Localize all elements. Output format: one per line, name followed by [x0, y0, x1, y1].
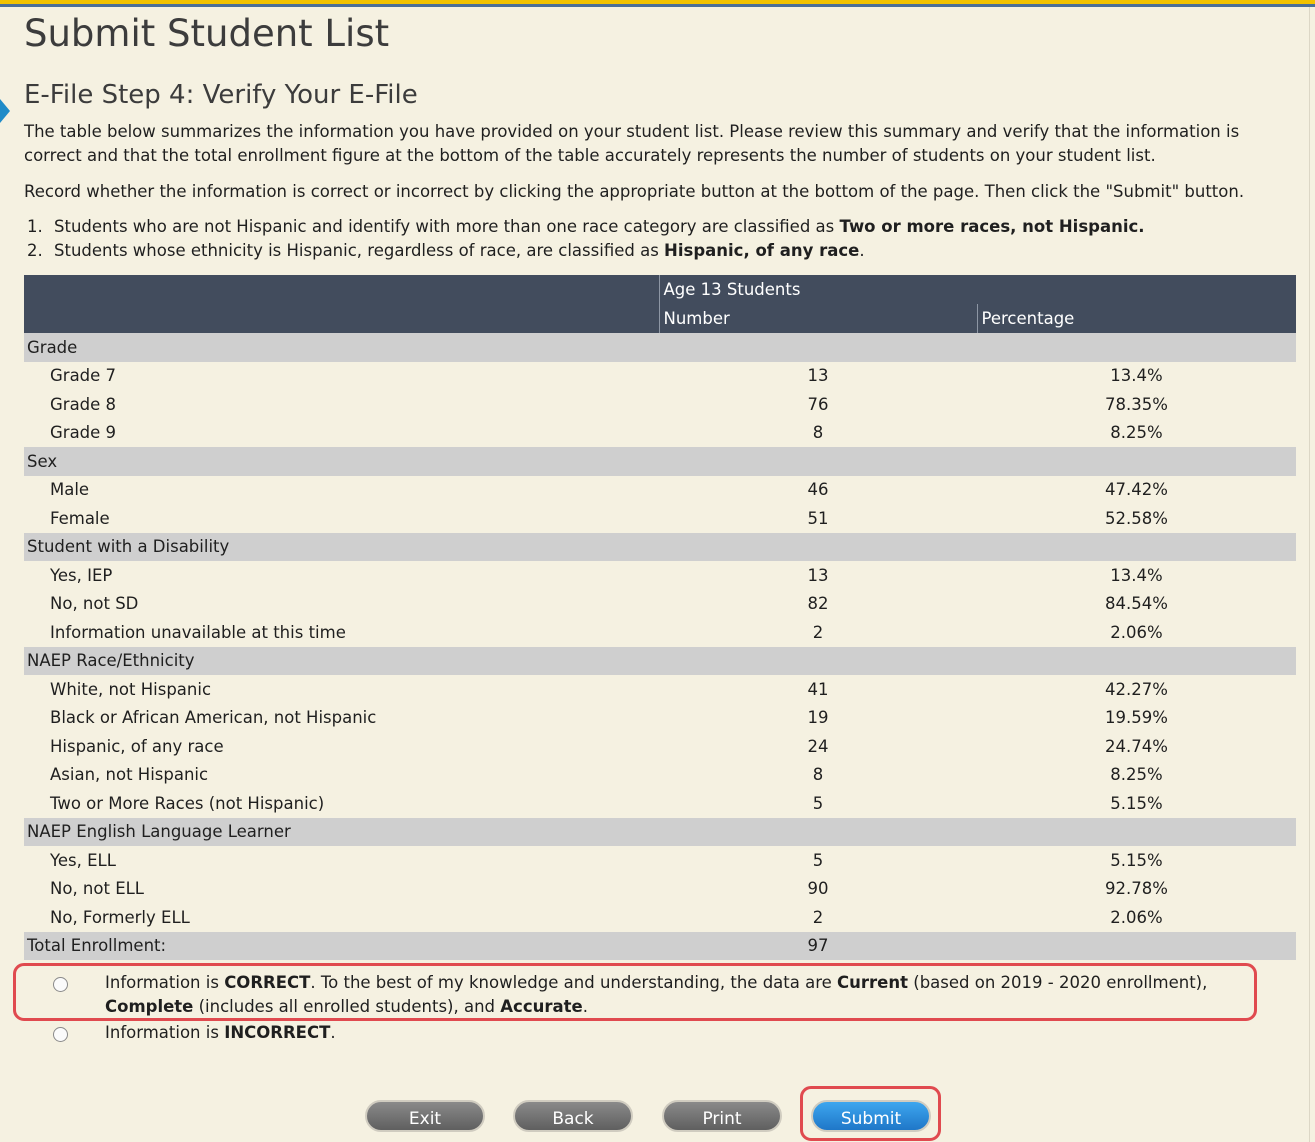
instruction-text: Record whether the information is correct or incorrect by clicking the appropriate button at the bottom of the page. Then click the "Submit" button. [24, 182, 1245, 201]
row-label: Grade 9 [50, 423, 117, 443]
row-number: 5 [812, 793, 824, 813]
row-percentage: 5.15% [1110, 850, 1163, 870]
option-correct-label[interactable] [105, 971, 1255, 1019]
row-percentage: 47.42% [1105, 480, 1168, 500]
note-bold: Hispanic, of any race [664, 241, 860, 260]
row-number: 8 [812, 423, 824, 443]
header-empty [24, 304, 659, 333]
step-title: E-File Step 4: Verify Your E-File [24, 80, 418, 110]
row-label: Black or African American, not Hispanic [50, 708, 377, 728]
opt-text: . [330, 1023, 336, 1042]
note-bold: Two or more races, not Hispanic. [839, 217, 1145, 236]
row-number: 19 [807, 708, 829, 728]
row-number: 46 [807, 480, 829, 500]
header-number: Number [659, 304, 977, 333]
section-title: Sex [24, 447, 1296, 476]
section-title: NAEP Race/Ethnicity [24, 647, 1296, 676]
opt-bold: Complete [105, 997, 194, 1016]
section-title: NAEP English Language Learner [24, 818, 1296, 847]
submit-button[interactable]: Submit [811, 1100, 931, 1132]
opt-bold: Accurate [500, 997, 583, 1016]
intro-text: The table below summarizes the information you have provided on your student list. Please review this summary and verify that the information is correct and that the total enrollment figure at the bottom of the table accurately represents the number of students on your student list. [24, 122, 1240, 165]
table-row [24, 875, 1296, 904]
total-empty [977, 932, 1296, 961]
row-number: 41 [807, 679, 829, 699]
summary-table [24, 275, 1296, 960]
opt-text: Information is [105, 973, 225, 992]
section-header-row [24, 447, 1296, 476]
row-label: Two or More Races (not Hispanic) [50, 793, 325, 813]
note-item [27, 239, 1145, 263]
row-percentage: 78.35% [1105, 394, 1168, 414]
page-title: Submit Student List [24, 12, 390, 55]
note-after: . [859, 241, 865, 260]
section-title: Student with a Disability [24, 533, 1296, 562]
note-text: Students who are not Hispanic and identify with more than one race category are classified as [54, 217, 840, 236]
row-label: Male [50, 480, 90, 500]
row-percentage: 8.25% [1110, 765, 1163, 785]
table-row [24, 561, 1296, 590]
opt-text: . [582, 997, 588, 1016]
section-header-row [24, 647, 1296, 676]
row-number: 2 [812, 622, 824, 642]
note-text: Students whose ethnicity is Hispanic, regardless of race, are classified as [54, 241, 665, 260]
row-label: Asian, not Hispanic [50, 765, 209, 785]
print-button[interactable]: Print [662, 1100, 782, 1132]
row-number: 8 [812, 765, 824, 785]
row-number: 24 [807, 736, 829, 756]
row-number: 13 [807, 565, 829, 585]
note-number: 1. [27, 217, 43, 236]
row-percentage: 2.06% [1110, 907, 1163, 927]
table-row [24, 590, 1296, 619]
row-label: Female [50, 508, 110, 528]
row-label: Hispanic, of any race [50, 736, 224, 756]
note-number: 2. [27, 241, 43, 260]
table-row [24, 761, 1296, 790]
row-percentage: 19.59% [1105, 708, 1168, 728]
row-label: Yes, ELL [50, 850, 116, 870]
classification-notes [27, 215, 1145, 263]
table-row [24, 504, 1296, 533]
row-number: 76 [807, 394, 829, 414]
total-label: Total Enrollment: [24, 932, 659, 961]
row-percentage: 5.15% [1110, 793, 1163, 813]
header-group-age13: Age 13 Students [659, 275, 1296, 304]
row-percentage: 13.4% [1110, 565, 1163, 585]
opt-bold: Current [837, 973, 909, 992]
top-accent-bar-blue [0, 4, 1315, 7]
table-row [24, 618, 1296, 647]
row-percentage: 8.25% [1110, 423, 1163, 443]
section-header-row [24, 818, 1296, 847]
right-edge-rule [1309, 7, 1310, 1142]
table-row [24, 362, 1296, 391]
radio-correct[interactable] [53, 977, 68, 992]
section-title: Grade [24, 333, 1296, 362]
step-indicator-arrow-icon [0, 99, 10, 123]
back-button[interactable]: Back [513, 1100, 633, 1132]
row-percentage: 13.4% [1110, 366, 1163, 386]
table-row [24, 390, 1296, 419]
exit-button[interactable]: Exit [365, 1100, 485, 1132]
header-empty [24, 275, 659, 304]
row-number: 82 [807, 594, 829, 614]
section-header-row [24, 533, 1296, 562]
opt-bold: INCORRECT [224, 1023, 331, 1042]
row-label: Information unavailable at this time [50, 622, 346, 642]
table-row [24, 732, 1296, 761]
row-percentage: 2.06% [1110, 622, 1163, 642]
row-percentage: 84.54% [1105, 594, 1168, 614]
opt-bold: CORRECT [224, 973, 311, 992]
table-row [24, 419, 1296, 448]
table-row [24, 704, 1296, 733]
row-number: 51 [807, 508, 829, 528]
row-percentage: 42.27% [1105, 679, 1168, 699]
row-percentage: 92.78% [1105, 879, 1168, 899]
row-label: No, not SD [50, 594, 139, 614]
opt-text: Information is [105, 1023, 225, 1042]
summary-table-body [24, 333, 1296, 960]
section-header-row [24, 333, 1296, 362]
row-label: White, not Hispanic [50, 679, 212, 699]
opt-text: (includes all enrolled students), and [193, 997, 501, 1016]
total-row [24, 932, 1296, 961]
table-row [24, 789, 1296, 818]
row-number: 2 [812, 907, 824, 927]
row-label: No, Formerly ELL [50, 907, 190, 927]
table-row [24, 476, 1296, 505]
row-label: No, not ELL [50, 879, 145, 899]
row-number: 90 [807, 879, 829, 899]
table-row [24, 903, 1296, 932]
row-percentage: 52.58% [1105, 508, 1168, 528]
note-item [27, 215, 1145, 239]
row-number: 13 [807, 366, 829, 386]
row-percentage: 24.74% [1105, 736, 1168, 756]
header-percentage: Percentage [977, 304, 1296, 333]
row-number: 5 [812, 850, 824, 870]
radio-incorrect[interactable] [53, 1027, 68, 1042]
row-label: Yes, IEP [50, 565, 113, 585]
opt-text: . To the best of my knowledge and understanding, the data are [310, 973, 838, 992]
table-row [24, 846, 1296, 875]
total-number: 97 [659, 932, 977, 961]
option-incorrect-label[interactable] [105, 1021, 705, 1045]
opt-text: (based on 2019 - 2020 enrollment), [908, 973, 1208, 992]
row-label: Grade 8 [50, 394, 117, 414]
row-label: Grade 7 [50, 366, 117, 386]
table-row [24, 675, 1296, 704]
